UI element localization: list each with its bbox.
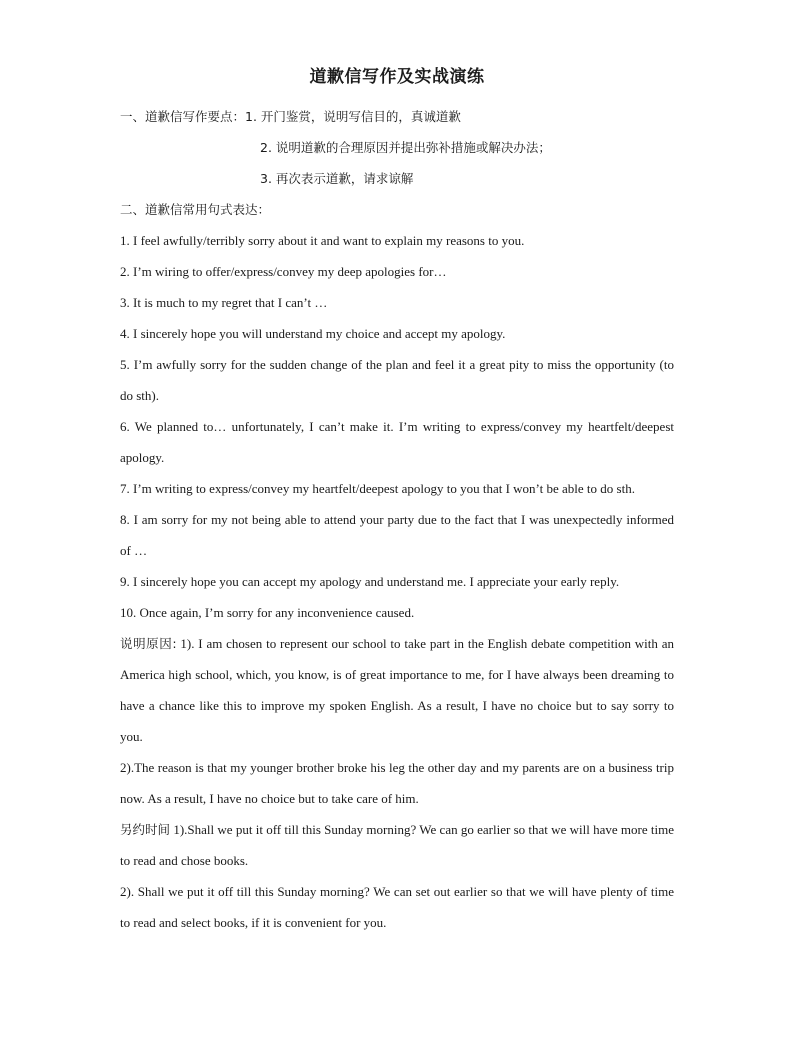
section-heading: 二、道歉信常用句式表达： <box>120 202 271 217</box>
reschedule-label: 另约时间 <box>120 822 171 837</box>
reason-paragraph <box>120 628 674 752</box>
section-reasons <box>120 628 674 814</box>
sentence-item: 3. It is much to my regret that I can’t … <box>120 295 328 310</box>
sentence-item: 1. I feel awfully/terribly sorry about it and want to explain my reasons to you. <box>120 233 525 248</box>
sentence-item: 10. Once again, I’m sorry for any inconvenience caused. <box>120 605 415 620</box>
writing-points-row-1 <box>120 101 674 132</box>
sentence-item: 7. I’m writing to express/convey my heartfelt/deepest apology to you that I won’t be able to do sth. <box>120 481 635 496</box>
reason-paragraph: 2).The reason is that my younger brother broke his leg the other day and my parents are on a business trip now. As a result, I have no choice but to take care of him. <box>120 760 674 806</box>
sentence-item: 6. We planned to… unfortunately, I can’t make it. I’m writing to express/convey my heartfelt/deepest apology. <box>120 419 674 465</box>
writing-point: 2. 说明道歉的合理原因并提出弥补措施或解决办法； <box>260 140 551 155</box>
sentence-item: 9. I sincerely hope you can accept my apology and understand me. I appreciate your early reply. <box>120 574 620 589</box>
document-page <box>120 62 674 938</box>
section-heading: 一、道歉信写作要点： <box>120 109 246 124</box>
section-common-sentences <box>120 194 674 628</box>
reschedule-text: 1).Shall we put it off till this Sunday morning? We can go earlier so that we will have more time to read and chose books. <box>120 822 674 868</box>
sentence-item: 4. I sincerely hope you will understand my choice and accept my apology. <box>120 326 506 341</box>
writing-point: 3. 再次表示道歉，请求谅解 <box>260 171 414 186</box>
section-writing-points <box>120 101 674 194</box>
sentence-item: 8. I am sorry for my not being able to attend your party due to the fact that I was unexpectedly informed of … <box>120 512 674 558</box>
reason-label: 说明原因: <box>120 636 177 651</box>
reschedule-paragraph <box>120 814 674 876</box>
page-title: 道歉信写作及实战演练 <box>309 67 485 87</box>
sentence-item: 2. I’m wiring to offer/express/convey my deep apologies for… <box>120 264 447 279</box>
sentence-item: 5. I’m awfully sorry for the sudden change of the plan and feel it a great pity to miss the opportunity (to do sth). <box>120 357 674 403</box>
reason-text: 1). I am chosen to represent our school to take part in the English debate competition with an America high school, which, you know, is of great importance to me, for I have always been dreaming to have a chance like this to improve my spoken English. As a result, I have no choice but to say sorry to you. <box>120 636 674 744</box>
reschedule-paragraph: 2). Shall we put it off till this Sunday morning? We can set out earlier so that we will have plenty of time to read and select books, if it is convenient for you. <box>120 884 674 930</box>
section-reschedule <box>120 814 674 938</box>
writing-point: 1. 开门鉴赏，说明写信目的，真诚道歉 <box>245 109 461 124</box>
